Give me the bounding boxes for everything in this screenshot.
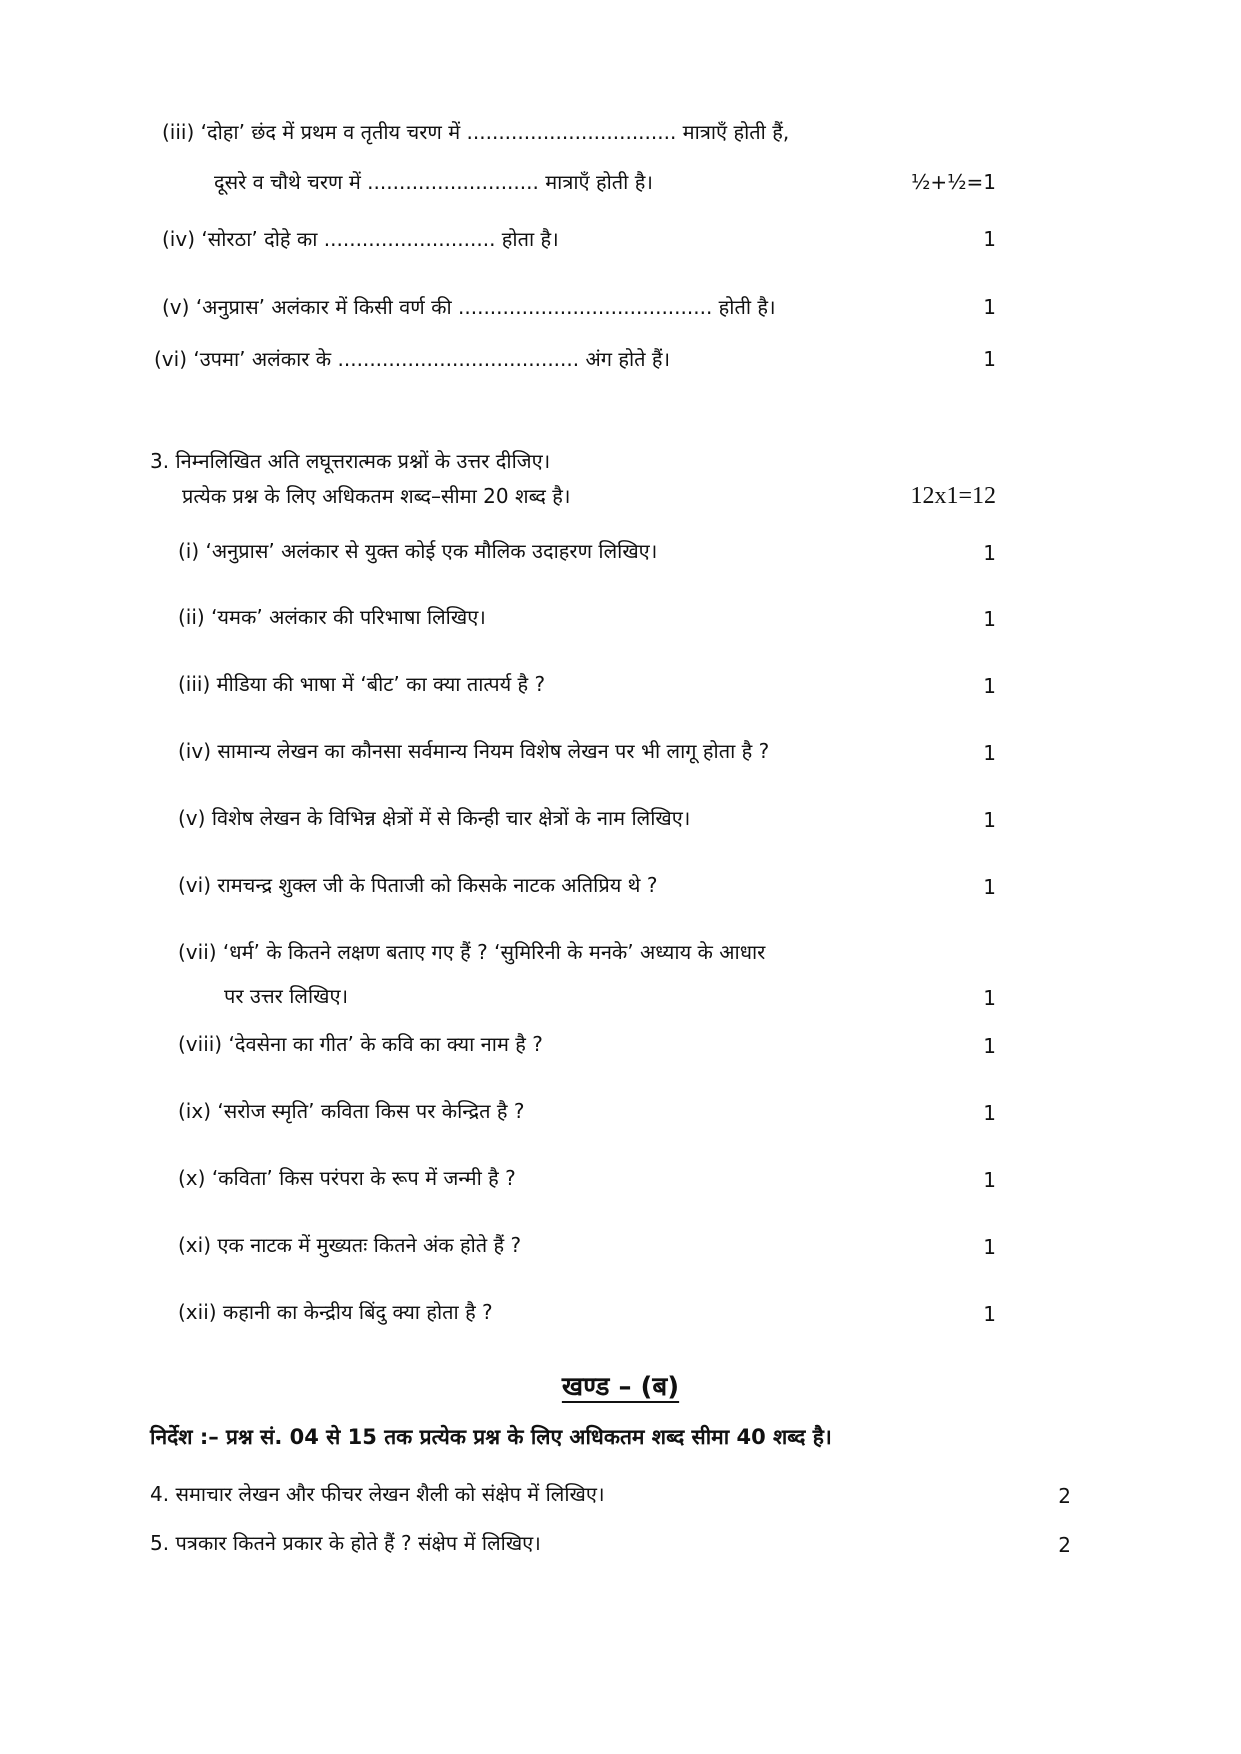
marks: 1: [983, 227, 996, 251]
section-b-heading: [0, 1369, 1241, 1405]
question-number: 3.: [150, 449, 170, 473]
question-number: 5.: [150, 1531, 170, 1555]
item-text: ‘दोहा’ छंद में प्रथम व तृतीय चरण में ................................. मात्राएँ होती हैं,: [200, 120, 790, 144]
item-text-continuation: पर उत्तर लिखिए।: [224, 984, 349, 1008]
q2-item-iii: [162, 117, 789, 147]
item-label: (vii): [178, 940, 217, 964]
item-label: (v): [162, 295, 190, 319]
item-label: (x): [178, 1166, 206, 1190]
q3-item-iii: [178, 669, 545, 699]
item-text: ‘सोरठा’ दोहे का ........................... होता है।: [201, 227, 559, 251]
item-text: एक नाटक में मुख्यतः कितने अंक होते हैं ?: [217, 1233, 522, 1257]
item-label: (iii): [162, 120, 195, 144]
item-text: मीडिया की भाषा में ‘बीट’ का क्या तात्पर्य है ?: [216, 672, 546, 696]
q3-item-x: [178, 1163, 516, 1193]
item-text: ‘धर्म’ के कितने लक्षण बताए गए हैं ? ‘सुमिरिनी के मनके’ अध्याय के आधार: [222, 940, 766, 964]
item-text: ‘कविता’ किस परंपरा के रूप में जन्मी है ?: [211, 1166, 516, 1190]
q2-item-v: [162, 292, 776, 322]
q3-item-vi: [178, 870, 657, 900]
question-text: समाचार लेखन और फीचर लेखन शैली को संक्षेप में लिखिए।: [175, 1482, 605, 1506]
item-label: (i): [178, 539, 200, 563]
item-text: ‘उपमा’ अलंकार के ...................................... अंग होते हैं।: [193, 347, 671, 371]
item-text: ‘अनुप्रास’ अलंकार से युक्त कोई एक मौलिक उदाहरण लिखिए।: [205, 539, 658, 563]
q3-item-vii-continuation: [224, 981, 348, 1011]
item-text: सामान्य लेखन का कौनसा सर्वमान्य नियम विशेष लेखन पर भी लागू होता है ?: [217, 739, 770, 763]
q3-item-iv: [178, 736, 769, 766]
item-label: (xii): [178, 1300, 217, 1324]
marks: 1: [983, 541, 996, 565]
item-label: (ii): [178, 605, 205, 629]
q2-item-iv: [162, 224, 559, 254]
item-label: (ix): [178, 1099, 211, 1123]
q3-total-marks: 12x1=12: [910, 483, 996, 509]
item-label: (vi): [154, 347, 187, 371]
question-4: [150, 1479, 605, 1509]
q3-item-xii: [178, 1297, 493, 1327]
item-label: (vi): [178, 873, 211, 897]
item-text: ‘सरोज स्मृति’ कविता किस पर केन्द्रित है ?: [217, 1099, 525, 1123]
q3-item-viii: [178, 1029, 543, 1059]
marks: 1: [983, 741, 996, 765]
question-5: [150, 1528, 541, 1558]
item-label: (iv): [178, 739, 211, 763]
section-heading-text: खण्ड – (ब): [561, 1372, 680, 1402]
q3-item-v: [178, 803, 690, 833]
item-text: ‘देवसेना का गीत’ के कवि का क्या नाम है ?: [228, 1032, 543, 1056]
item-label: (xi): [178, 1233, 211, 1257]
marks: 1: [983, 674, 996, 698]
marks: 1: [983, 1101, 996, 1125]
section-b-instruction: [150, 1422, 832, 1452]
marks: 1: [983, 607, 996, 631]
q3-item-i: [178, 536, 657, 566]
marks: ½+½=1: [910, 170, 996, 194]
item-label: (viii): [178, 1032, 223, 1056]
item-label: (v): [178, 806, 206, 830]
question-number: 4.: [150, 1482, 170, 1506]
item-label: (iii): [178, 672, 211, 696]
q3-header-line2: [182, 481, 570, 511]
marks: 1: [983, 1302, 996, 1326]
marks: 1: [983, 1034, 996, 1058]
q2-item-iii-continuation: [214, 167, 653, 197]
marks: 2: [1058, 1533, 1071, 1557]
item-text: ‘यमक’ अलंकार की परिभाषा लिखिए।: [211, 605, 486, 629]
question-text: निम्नलिखित अति लघूत्तरात्मक प्रश्नों के उत्तर दीजिए।: [175, 449, 551, 473]
question-text: पत्रकार कितने प्रकार के होते हैं ? संक्षेप में लिखिए।: [175, 1531, 541, 1555]
marks: 1: [983, 808, 996, 832]
marks: 1: [983, 1235, 996, 1259]
item-text-continuation: दूसरे व चौथे चरण में ........................... मात्राएँ होती है।: [214, 170, 653, 194]
q3-header-line1: [150, 446, 550, 476]
q2-item-vi: [154, 344, 670, 374]
q3-item-ii: [178, 602, 486, 632]
marks: 1: [983, 1168, 996, 1192]
marks: 2: [1058, 1484, 1071, 1508]
item-text: कहानी का केन्द्रीय बिंदु क्या होता है ?: [222, 1300, 493, 1324]
q3-item-vii: [178, 937, 765, 967]
item-text: विशेष लेखन के विभिन्न क्षेत्रों में से किन्ही चार क्षेत्रों के नाम लिखिए।: [211, 806, 691, 830]
item-text: रामचन्द्र शुक्ल जी के पिताजी को किसके नाटक अतिप्रिय थे ?: [217, 873, 658, 897]
instruction-text: निर्देश :– प्रश्न सं. 04 से 15 तक प्रत्येक प्रश्न के लिए अधिकतम शब्द सीमा 40 शब्द है।: [150, 1425, 832, 1449]
q3-item-ix: [178, 1096, 524, 1126]
q3-item-xi: [178, 1230, 521, 1260]
marks: 1: [983, 347, 996, 371]
item-label: (iv): [162, 227, 195, 251]
marks: 1: [983, 875, 996, 899]
item-text: ‘अनुप्रास’ अलंकार में किसी वर्ण की ........................................ होती है।: [195, 295, 776, 319]
marks: 1: [983, 295, 996, 319]
marks: 1: [983, 986, 996, 1010]
question-subtext: प्रत्येक प्रश्न के लिए अधिकतम शब्द–सीमा 20 शब्द है।: [182, 484, 571, 508]
